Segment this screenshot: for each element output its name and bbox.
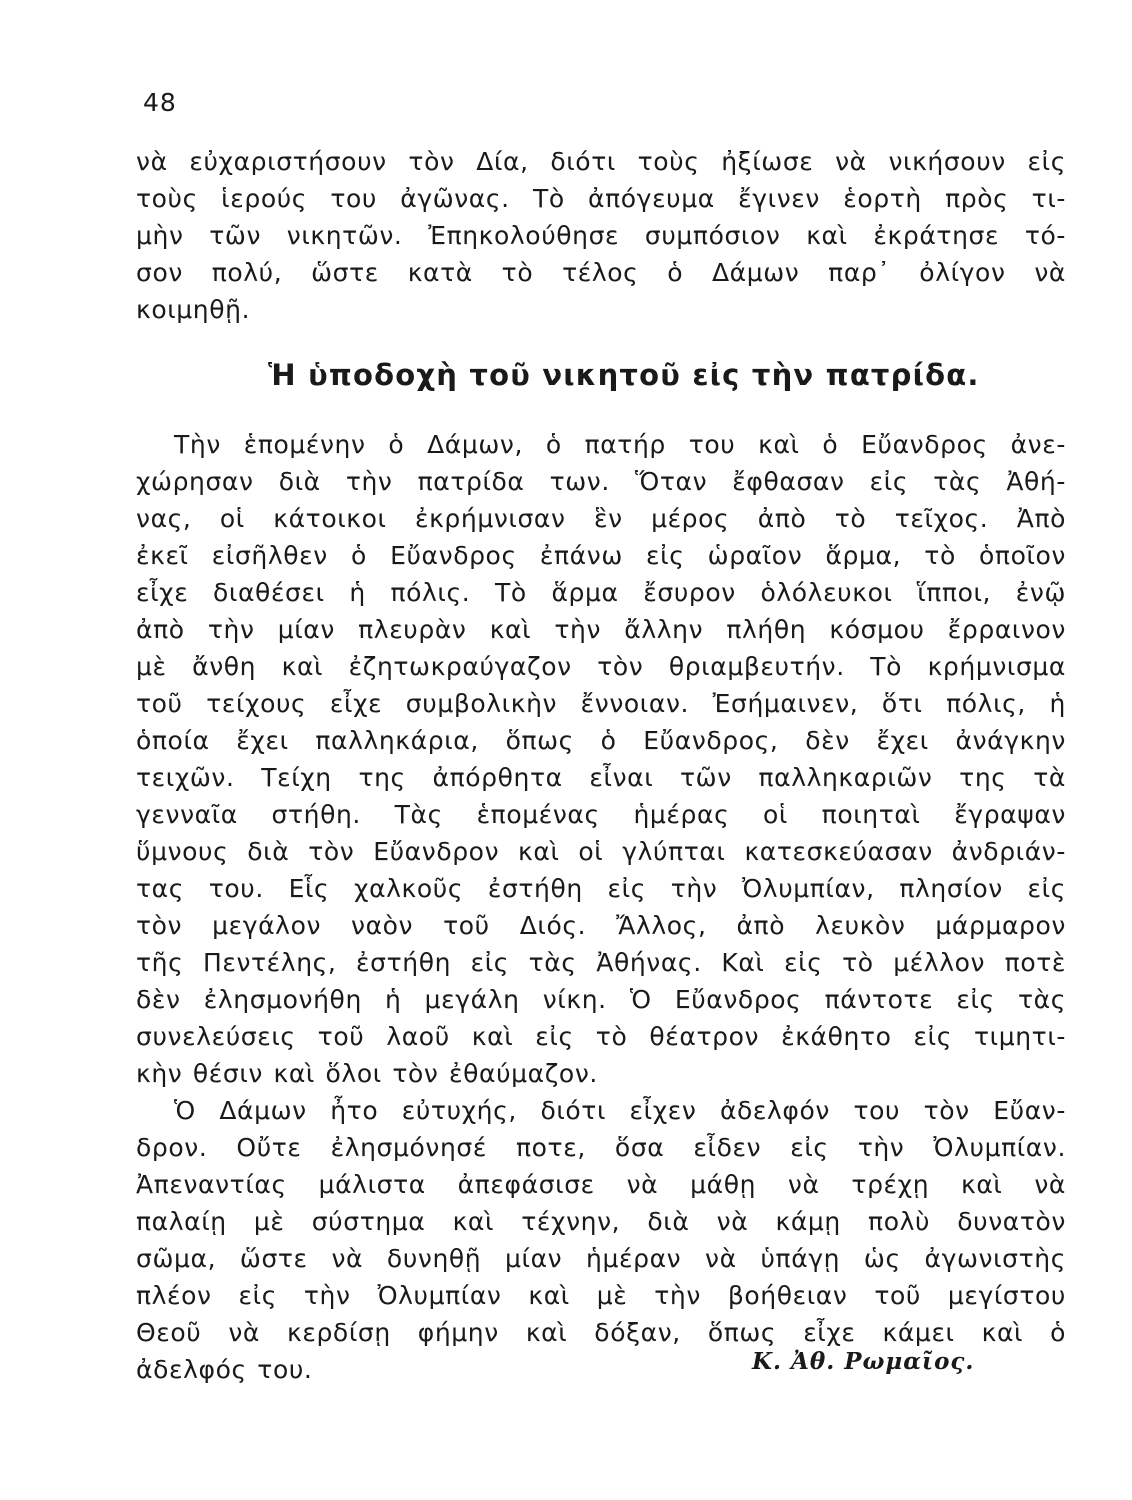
text-line: γενναῖα στήθη. Τὰς ἑπομένας ἡμέρας οἱ ποιηταὶ ἔγραψαν: [136, 800, 1066, 829]
text-line: νὰ εὐχαριστήσουν τὸν Δία, διότι τοὺς ἠξίωσε νὰ νικήσουν εἰς: [136, 147, 1066, 176]
text-line: τοῦ τείχους εἶχε συμβολικὴν ἔννοιαν. Ἐσήμαινεν, ὅτι πόλις, ἡ: [136, 689, 1066, 718]
text-line: ὕμνους διὰ τὸν Εὔανδρον καὶ οἱ γλύπται κατεσκεύασαν ἀνδριάν-: [136, 837, 1066, 866]
text-line: συνελεύσεις τοῦ λαοῦ καὶ εἰς τὸ θέατρον ἐκάθητο εἰς τιμητι-: [136, 1022, 1066, 1051]
text-line: ἐκεῖ εἰσῆλθεν ὁ Εὔανδρος ἐπάνω εἰς ὡραῖον ἅρμα, τὸ ὁποῖον: [136, 541, 1066, 570]
author-signature: Κ. Ἀθ. Ρωμαῖος.: [752, 1348, 975, 1375]
text-line: τῆς Πεντέλης, ἐστήθη εἰς τὰς Ἀθήνας. Καὶ εἰς τὸ μέλλον ποτὲ: [136, 948, 1066, 977]
text-line: παλαίῃ μὲ σύστημα καὶ τέχνην, διὰ νὰ κάμῃ πολὺ δυνατὸν: [136, 1207, 1066, 1236]
text-line: δὲν ἐλησμονήθη ἡ μεγάλη νίκη. Ὁ Εὔανδρος πάντοτε εἰς τὰς: [136, 985, 1066, 1014]
text-line: τας του. Εἷς χαλκοῦς ἐστήθη εἰς τὴν Ὀλυμπίαν, πλησίον εἰς: [136, 874, 1066, 903]
text-line: τοὺς ἱερούς του ἀγῶνας. Τὸ ἀπόγευμα ἔγινεν ἑορτὴ πρὸς τι-: [136, 184, 1066, 213]
text-line: ἀδελφός του.: [136, 1355, 313, 1384]
text-line: τειχῶν. Τείχη της ἀπόρθητα εἶναι τῶν παλληκαριῶν της τὰ: [136, 763, 1066, 792]
text-line: μὴν τῶν νικητῶν. Ἐπηκολούθησε συμπόσιον καὶ ἐκράτησε τό-: [136, 221, 1066, 250]
text-line: Τὴν ἑπομένην ὁ Δάμων, ὁ πατήρ του καὶ ὁ Εὔανδρος ἀνε-: [174, 430, 1066, 459]
text-line: σῶμα, ὥστε νὰ δυνηθῇ μίαν ἡμέραν νὰ ὑπάγῃ ὡς ἀγωνιστὴς: [136, 1244, 1066, 1273]
text-line: σον πολύ, ὥστε κατὰ τὸ τέλος ὁ Δάμων παρ᾽ ὀλίγον νὰ: [136, 258, 1066, 287]
text-line: μὲ ἄνθη καὶ ἐζητωκραύγαζον τὸν θριαμβευτήν. Τὸ κρήμνισμα: [136, 652, 1066, 681]
text-line: χώρησαν διὰ τὴν πατρίδα των. Ὅταν ἔφθασαν εἰς τὰς Ἀθή-: [136, 467, 1066, 496]
text-line: νας, οἱ κάτοικοι ἐκρήμνισαν ἓν μέρος ἀπὸ τὸ τεῖχος. Ἀπὸ: [136, 504, 1066, 533]
text-line: τὸν μεγάλον ναὸν τοῦ Διός. Ἄλλος, ἀπὸ λευκὸν μάρμαρον: [136, 911, 1066, 940]
text-line: κὴν θέσιν καὶ ὅλοι τὸν ἐθαύμαζον.: [136, 1059, 598, 1088]
text-line: κοιμηθῇ.: [136, 295, 251, 324]
text-line: πλέον εἰς τὴν Ὀλυμπίαν καὶ μὲ τὴν βοήθειαν τοῦ μεγίστου: [136, 1281, 1066, 1310]
text-line: Θεοῦ νὰ κερδίσῃ φήμην καὶ δόξαν, ὅπως εἶχε κάμει καὶ ὁ: [136, 1318, 1066, 1347]
page-number: 48: [143, 88, 177, 117]
text-line: ὁποία ἔχει παλληκάρια, ὅπως ὁ Εὔανδρος, δὲν ἔχει ἀνάγκην: [136, 726, 1066, 755]
text-line: Ὁ Δάμων ἦτο εὐτυχής, διότι εἶχεν ἀδελφόν του τὸν Εὔαν-: [174, 1096, 1066, 1125]
text-line: ἀπὸ τὴν μίαν πλευρὰν καὶ τὴν ἄλλην πλήθη κόσμου ἔρραινον: [136, 615, 1066, 644]
text-line: δρον. Οὔτε ἐλησμόνησέ ποτε, ὅσα εἶδεν εἰς τὴν Ὀλυμπίαν.: [136, 1133, 1066, 1162]
text-line: Ἀπεναντίας μάλιστα ἀπεφάσισε νὰ μάθῃ νὰ τρέχῃ καὶ νὰ: [136, 1170, 1066, 1199]
section-heading: Ἡ ὑποδοχὴ τοῦ νικητοῦ εἰς τὴν πατρίδα.: [268, 358, 980, 392]
text-line: εἶχε διαθέσει ἡ πόλις. Τὸ ἅρμα ἔσυρον ὁλόλευκοι ἵπποι, ἐνῷ: [136, 578, 1066, 607]
